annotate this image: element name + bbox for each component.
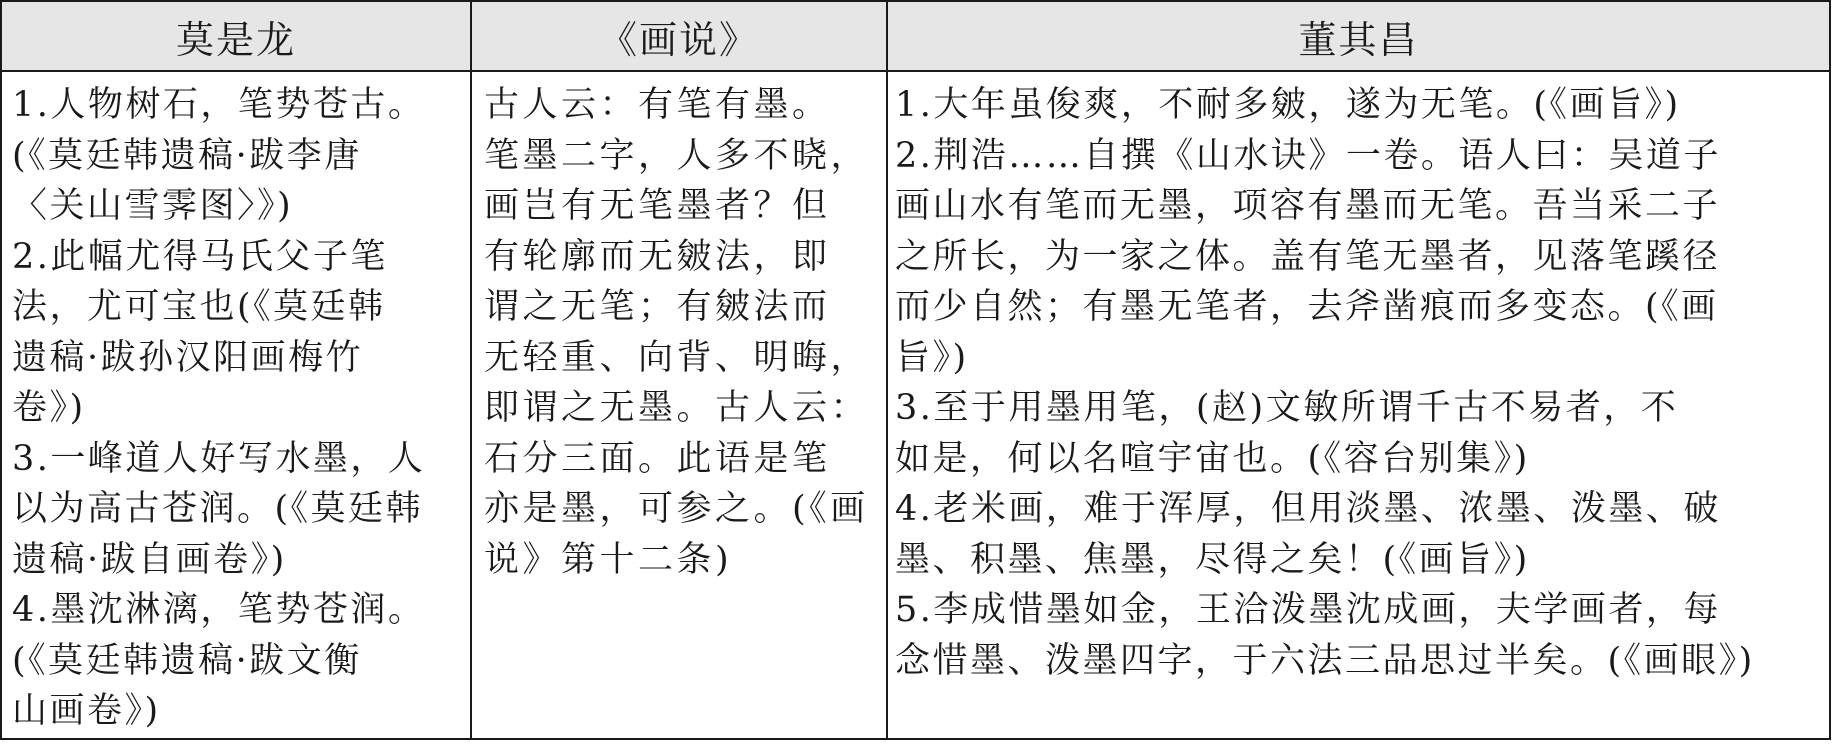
text-line: 5.李成惜墨如金，王洽泼墨沈成画，夫学画者，每 bbox=[895, 590, 1721, 630]
text-line: 4.老米画，难于浑厚，但用淡墨、浓墨、泼墨、破 bbox=[895, 489, 1721, 529]
text-line: 以为高古苍润。(《莫廷韩 bbox=[12, 489, 424, 529]
cell-dong-qichang bbox=[895, 74, 1825, 686]
text-line: 2.荆浩……自撰《山水诀》一卷。语人曰：吴道子 bbox=[895, 135, 1721, 176]
text-line: 4.墨沈淋漓，笔势苍润。 bbox=[12, 590, 426, 630]
text-line: 亦是墨，可参之。(《画 bbox=[484, 489, 869, 529]
text-line: (《莫廷韩遗稿·跋李唐 bbox=[12, 135, 362, 176]
text-line: 遗稿·跋自画卷》) bbox=[12, 539, 287, 580]
text-line: 之所长，为一家之体。盖有笔无墨者，见落笔蹊径 bbox=[895, 236, 1721, 277]
text-line: 石分三面。此语是笔 bbox=[484, 438, 831, 479]
text-line: 画岂有无笔墨者？但 bbox=[484, 186, 831, 226]
cell-huashuo bbox=[484, 74, 879, 585]
column-divider-2 bbox=[886, 2, 888, 738]
text-line: 谓之无笔；有皴法而 bbox=[484, 287, 831, 327]
text-line: 如是，何以名喧宇宙也。(《容台别集》) bbox=[895, 438, 1530, 479]
text-line: 3.一峰道人好写水墨，人 bbox=[12, 438, 426, 479]
text-line: 而少自然；有墨无笔者，去斧凿痕而多变态。(《画 bbox=[895, 287, 1719, 327]
text-line: 笔墨二字，人多不晓， bbox=[484, 135, 870, 176]
text-line: 山画卷》) bbox=[12, 691, 161, 731]
text-line: 2.此幅尤得马氏父子笔 bbox=[12, 236, 388, 277]
text-line: (《莫廷韩遗稿·跋文衡 bbox=[12, 640, 362, 681]
text-line: 法，尤可宝也(《莫廷韩 bbox=[12, 287, 386, 327]
header-mo-shilong: 莫是龙 bbox=[175, 17, 296, 62]
text-line: 遗稿·跋孙汉阳画梅竹 bbox=[12, 337, 364, 378]
text-line: 有轮廓而无皴法，即 bbox=[484, 236, 831, 277]
text-line: 古人云：有笔有墨。 bbox=[484, 85, 831, 125]
header-huashuo: 《画说》 bbox=[598, 17, 759, 62]
text-line: 卷》) bbox=[12, 388, 86, 428]
text-line: 画山水有笔而无墨，项容有墨而无笔。吾当采二子 bbox=[895, 186, 1721, 226]
cell-mo-shilong bbox=[12, 74, 467, 737]
text-line: 1.人物树石，笔势苍古。 bbox=[12, 85, 426, 125]
header-dong-qichang: 董其昌 bbox=[1298, 17, 1419, 62]
text-line: 旨》) bbox=[895, 337, 969, 378]
text-line: 即谓之无墨。古人云： bbox=[484, 388, 870, 428]
text-line: 念惜墨、泼墨四字，于六法三品思过半矣。(《画眼》) bbox=[895, 640, 1755, 681]
column-divider-1 bbox=[470, 2, 472, 738]
text-line: 1.大年虽俊爽，不耐多皴，遂为无笔。(《画旨》) bbox=[895, 85, 1681, 125]
table-header-row bbox=[2, 2, 1829, 72]
text-line: 3.至于用墨用笔，(赵)文敏所谓千古不易者，不 bbox=[895, 388, 1679, 428]
text-line: 说》第十二条) bbox=[484, 539, 733, 580]
text-line: 墨、积墨、焦墨，尽得之矣！(《画旨》) bbox=[895, 539, 1530, 580]
text-line: 〈关山雪霁图〉》) bbox=[12, 186, 294, 226]
text-line: 无轻重、向背、明晦， bbox=[484, 337, 870, 378]
